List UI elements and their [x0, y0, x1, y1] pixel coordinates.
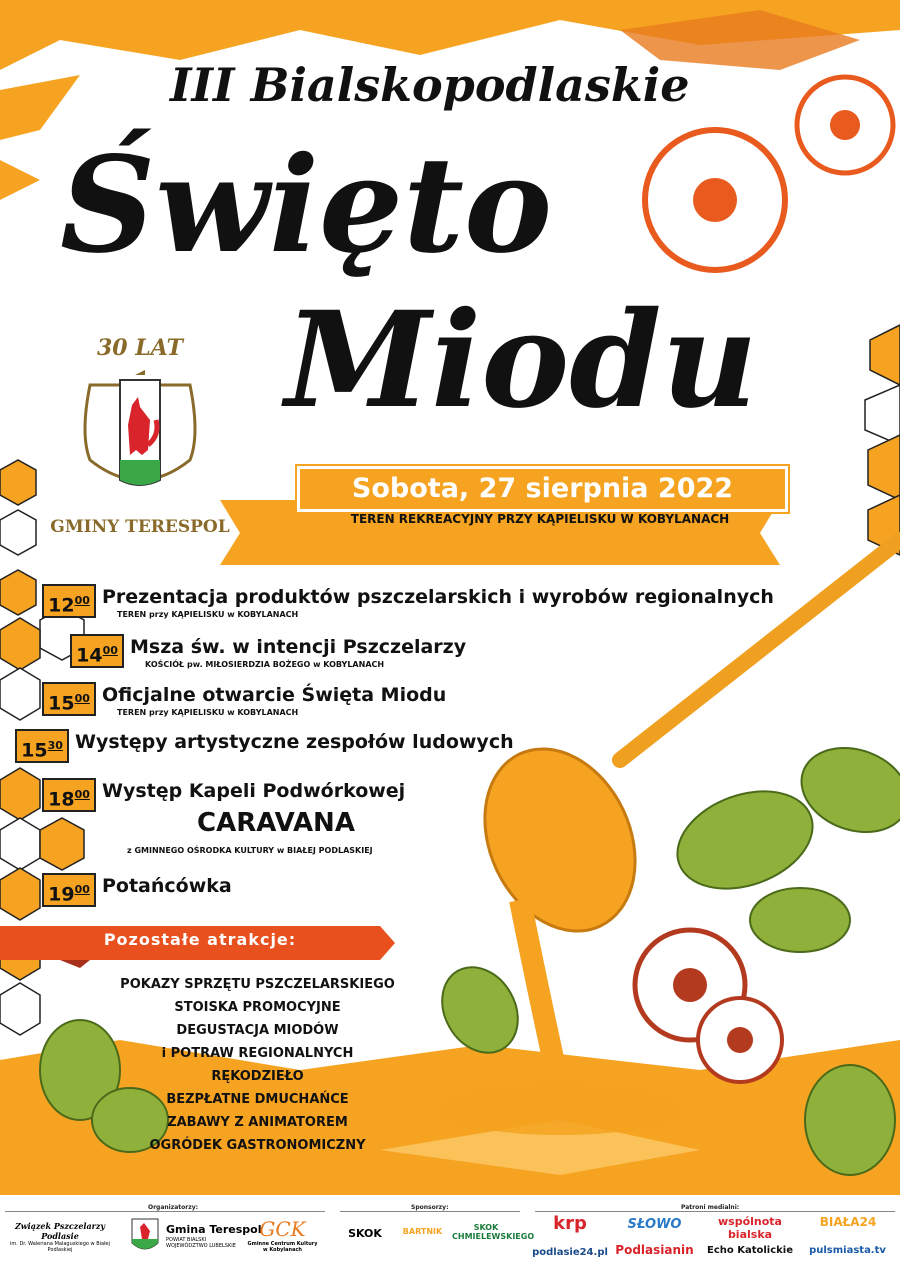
organizer-logo: GCK Gminne Centrum Kultury w Kobylanach — [247, 1217, 318, 1253]
event-title: Oficjalne otwarcie Święta Miodu — [102, 684, 447, 706]
coat-of-arms-icon — [130, 1217, 160, 1255]
title-line2: Miodu — [285, 283, 758, 438]
date-box — [297, 466, 788, 512]
event-title: Msza św. w intencji Pszczelarzy — [130, 636, 467, 658]
list-item: i POTRAW REGIONALNYCH — [161, 1046, 354, 1061]
sponsor-logo: SKOK CHMIELEWSKIEGO — [452, 1223, 535, 1241]
event-title: Potańcówka — [102, 875, 232, 897]
list-item: BEZPŁATNE DMUCHAŃCE — [166, 1092, 349, 1107]
patron-logo: wspólnota bialska — [718, 1215, 782, 1241]
event-venue: TEREN przy KĄPIELISKU w KOBYLANACH — [117, 610, 299, 619]
patron-logo: krp — [553, 1213, 587, 1234]
patron-logo: Podlasianin — [615, 1243, 694, 1257]
coat-of-arms-icon — [80, 365, 200, 505]
event-title: Występ Kapeli Podwórkowej — [102, 780, 406, 802]
organizer-logo: Gmina Terespol POWIAT BIALSKI WOJEWÓDZTWO LUBELSKIE — [130, 1217, 240, 1257]
patron-logo: pulsmiasta.tv — [809, 1245, 886, 1256]
event-venue: z GMINNEGO OŚRODKA KULTURY w BIAŁEJ PODLASKIEJ — [127, 846, 373, 855]
time-badge: $18^{00}$ — [42, 778, 96, 812]
emblem-top-text: 30 LAT — [97, 335, 183, 361]
event-date: Sobota, 27 sierpnia 2022 — [351, 473, 734, 504]
footer — [0, 1195, 900, 1273]
title-line1: Święto — [60, 128, 553, 283]
patron-logo: Echo Katolickie — [706, 1245, 794, 1256]
footer-divider — [340, 1211, 520, 1212]
time-badge: $15^{00}$ — [42, 682, 96, 716]
event-title: Prezentacja produktów pszczelarskich i wyrobów regionalnych — [102, 586, 774, 608]
time-badge: $15^{30}$ — [15, 729, 69, 763]
event-performer: CARAVANA — [197, 808, 355, 838]
sponsor-logo: SKOK — [348, 1227, 382, 1240]
event-venue: KOŚCIÓŁ pw. MIŁOSIERDZIA BOŻEGO w KOBYLANACH — [145, 660, 385, 669]
event-venue: TEREN przy KĄPIELISKU w KOBYLANACH — [117, 708, 299, 717]
list-item: STOISKA PROMOCYJNE — [174, 1000, 341, 1015]
organizer-logo: Związek Pszczelarzy Podlasie im. Dr. Waleriana Malaguskiego w Białej Podlaskiej — [10, 1221, 110, 1253]
sponsor-logo: BARTNIK — [402, 1227, 443, 1236]
time-badge: $12^{00}$ — [42, 584, 96, 618]
list-item: ZABAWY Z ANIMATOREM — [167, 1115, 348, 1130]
attractions-heading: Pozostałe atrakcje: — [103, 930, 297, 949]
emblem-bottom-text: GMINY TERESPOL — [50, 517, 230, 537]
list-item: POKAZY SPRZĘTU PSZCZELARSKIEGO — [120, 977, 395, 992]
footer-divider — [5, 1211, 325, 1212]
organizers-label: Organizatorzy: — [145, 1204, 201, 1211]
patron-logo: BIAŁA24 — [819, 1215, 877, 1229]
patrons-label: Patroni medialni: — [678, 1204, 742, 1211]
list-item: OGRÓDEK GASTRONOMICZNY — [149, 1138, 366, 1153]
list-item: RĘKODZIEŁO — [211, 1069, 304, 1084]
event-title: Występy artystyczne zespołów ludowych — [75, 731, 514, 753]
edition-title: III Bialskopodlaskie — [170, 58, 690, 112]
time-badge: $14^{00}$ — [70, 634, 124, 668]
sponsors-label: Sponsorzy: — [408, 1204, 451, 1211]
footer-divider — [535, 1211, 895, 1212]
event-location: TEREN REKREACYJNY PRZY KĄPIELISKU W KOBYLANACH — [350, 512, 730, 526]
attractions-list — [100, 973, 415, 1157]
time-badge: $19^{00}$ — [42, 873, 96, 907]
patron-logo: podlasie24.pl — [532, 1247, 608, 1258]
list-item: DEGUSTACJA MIODÓW — [176, 1023, 339, 1038]
patron-logo: SŁOWO — [627, 1217, 682, 1232]
